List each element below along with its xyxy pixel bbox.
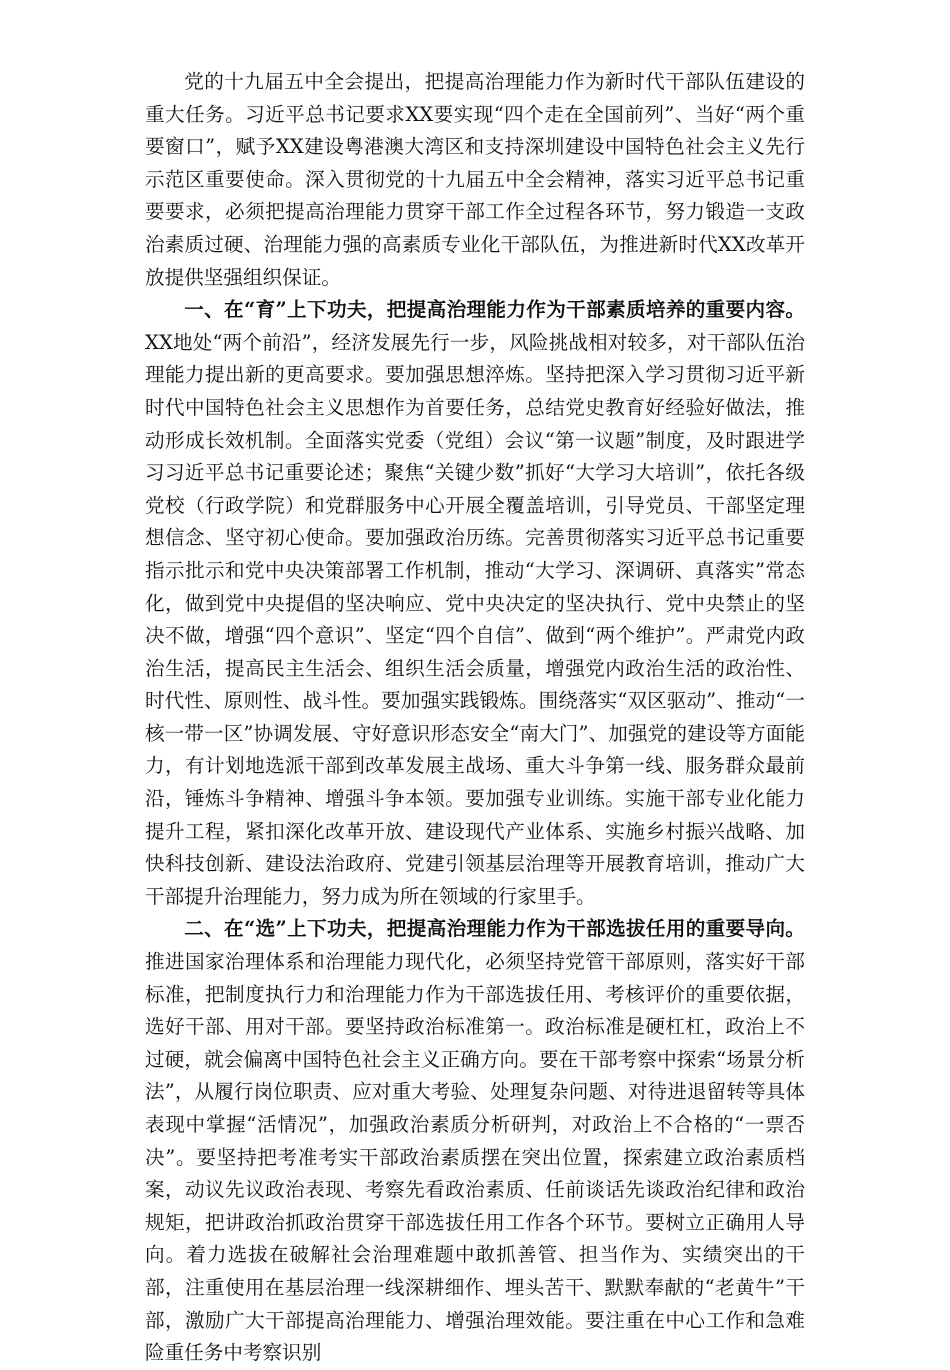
section-1-paragraph <box>145 294 805 913</box>
document-page <box>145 66 805 1370</box>
section-2-body: 推进国家治理体系和治理能力现代化，必须坚持党管干部原则，落实好干部标准，把制度执行力和治理能力作为干部选拔任用、考核评价的重要依据，选好干部、用对干部。要坚持政治标准第一。政治标准是硬杠杠，政治上不过硬，就会偏离中国特色社会主义正确方向。要在干部考察中探索“场景分析法”，从履行岗位职责、应对重大考验、处理复杂问题、对待进退留转等具体表现中掌握“活情况”，加强政治素质分析研判，对政治上不合格的“一票否决”。要坚持把考准考实干部政治素质摆在突出位置，探索建立政治素质档案，动议先议政治表现、考察先看政治素质、任前谈话先谈政治纪律和政治规矩，把讲政治抓政治贯穿干部选拔任用工作各个环节。要树立正确用人导向。着力选拔在破解社会治理难题中敢抓善管、担当作为、实绩突出的干部，注重使用在基层治理一线深耕细作、埋头苦干、默默奉献的“老黄牛”干部，激励广大干部提高治理能力、增强治理效能。要注重在中心工作和急难险重任务中考察识别 <box>145 950 805 1365</box>
section-2-paragraph <box>145 913 805 1369</box>
section-2-heading: 二、在“选”上下功夫，把提高治理能力作为干部选拔任用的重要导向。 <box>184 917 805 941</box>
section-1-heading: 一、在“育”上下功夫，把提高治理能力作为干部素质培养的重要内容。 <box>184 298 805 322</box>
intro-paragraph: 党的十九届五中全会提出，把提高治理能力作为新时代干部队伍建设的重大任务。习近平总书记要求XX要实现“四个走在全国前列”、当好“两个重要窗口”，赋予XX建设粤港澳大湾区和支持深圳建设中国特色社会主义先行示范区重要使命。深入贯彻党的十九届五中全会精神，落实习近平总书记重要要求，必须把提高治理能力贯穿干部工作全过程各环节，努力锻造一支政治素质过硬、治理能力强的高素质专业化干部队伍，为推进新时代XX改革开放提供坚强组织保证。 <box>145 70 805 289</box>
section-1-body: XX地处“两个前沿”，经济发展先行一步，风险挑战相对较多，对干部队伍治理能力提出新的更高要求。要加强思想淬炼。坚持把深入学习贯彻习近平新时代中国特色社会主义思想作为首要任务，总结党史教育好经验好做法，推动形成长效机制。全面落实党委（党组）会议“第一议题”制度，及时跟进学习习近平总书记重要论述；聚焦“关键少数”抓好“大学习大培训”，依托各级党校（行政学院）和党群服务中心开展全覆盖培训，引导党员、干部坚定理想信念、坚守初心使命。要加强政治历练。完善贯彻落实习近平总书记重要指示批示和党中央决策部署工作机制，推动“大学习、深调研、真落实”常态化，做到党中央提倡的坚决响应、党中央决定的坚决执行、党中央禁止的坚决不做，增强“四个意识”、坚定“四个自信”、做到“两个维护”。严肃党内政治生活，提高民主生活会、组织生活会质量，增强党内政治生活的政治性、时代性、原则性、战斗性。要加强实践锻炼。围绕落实“双区驱动”、推动“一核一带一区”协调发展、守好意识形态安全“南大门”、加强党的建设等方面能力，有计划地选派干部到改革发展主战场、重大斗争第一线、服务群众最前沿，锤炼斗争精神、增强斗争本领。要加强专业训练。实施干部专业化能力提升工程，紧扣深化改革开放、建设现代产业体系、实施乡村振兴战略、加快科技创新、建设法治政府、党建引领基层治理等开展教育培训，推动广大干部提升治理能力，努力成为所在领域的行家里手。 <box>145 330 805 908</box>
